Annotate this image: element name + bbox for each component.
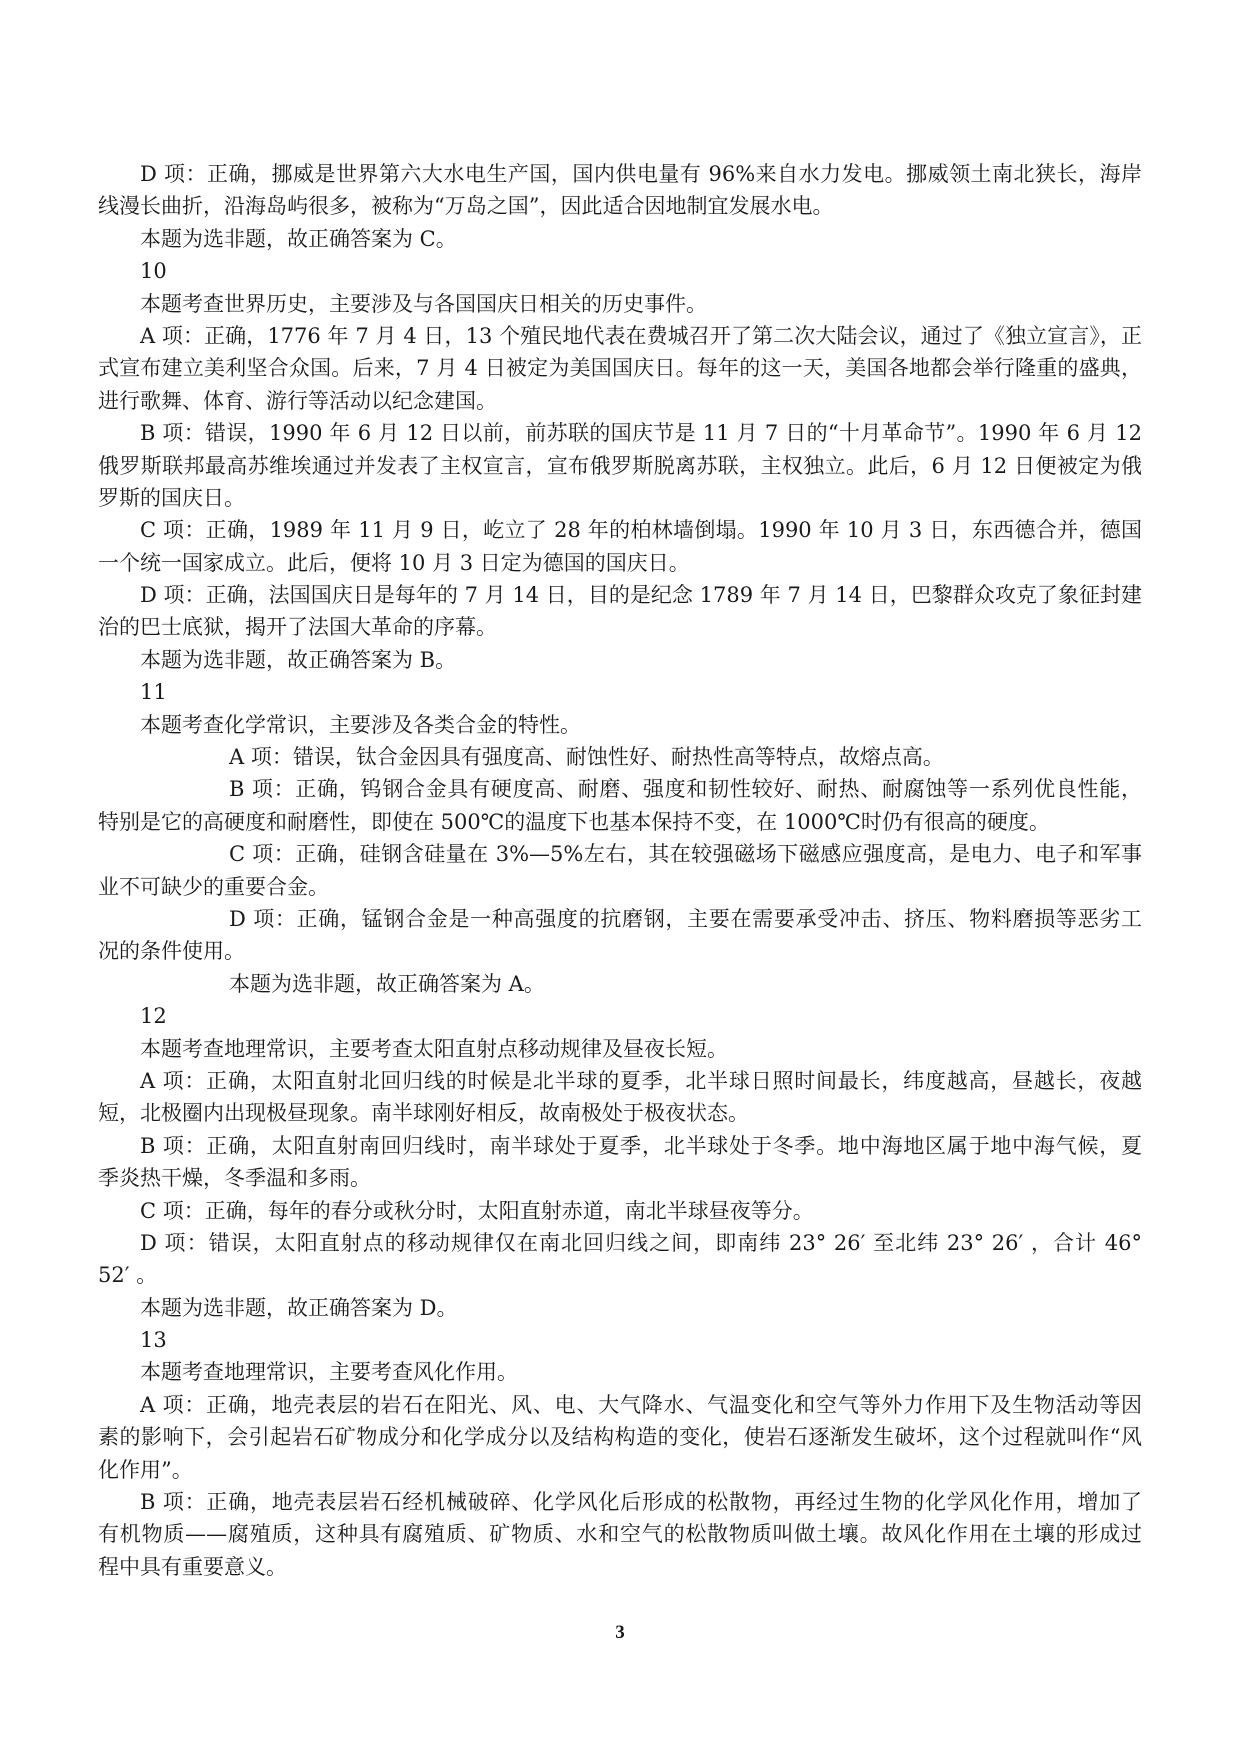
- text-line: A 项：错误，钛合金因具有强度高、耐蚀性好、耐热性高等特点，故熔点高。: [229, 745, 944, 770]
- text-line: B 项：正确，地壳表层岩石经机械破碎、化学风化后形成的松散物，再经过生物的化学风化作用，增加了: [140, 1490, 1142, 1515]
- text-line: 本题为选非题，故正确答案为 B。: [140, 647, 457, 672]
- text-line: 业不可缺少的重要合金。: [98, 874, 329, 899]
- text-line: 进行歌舞、体育、游行等活动以纪念建国。: [98, 388, 497, 413]
- paragraph: [98, 514, 1142, 579]
- text-line: C 项：正确，硅钢含硅量在 3%—5%左右，其在较强磁场下磁感应强度高，是电力、电子和军事: [229, 842, 1142, 867]
- text-line: D 项：正确，挪威是世界第六大水电生产国，国内供电量有 96%来自水力发电。挪威领土南北狭长，海岸: [140, 162, 1142, 186]
- paragraph: [98, 579, 1142, 644]
- text-line: 本题为选非题，故正确答案为 A。: [229, 971, 545, 996]
- text-line: 本题考查化学常识，主要涉及各类合金的特性。: [140, 712, 581, 737]
- text-line: 52′ 。: [98, 1263, 158, 1288]
- paragraph: [98, 158, 1142, 223]
- paragraph: [98, 1227, 1142, 1292]
- paragraph: [98, 288, 1142, 320]
- text-line: B 项：正确，太阳直射南回归线时，南半球处于夏季，北半球处于冬季。地中海地区属于地中海气候，夏: [140, 1133, 1142, 1158]
- paragraph: [98, 968, 1142, 1000]
- document-body: [98, 158, 1142, 1583]
- text-line: D 项：正确，法国国庆日是每年的 7 月 14 日，目的是纪念 1789 年 7 月 14 日，巴黎群众攻克了象征封建: [140, 583, 1142, 608]
- text-line: 特别是它的高硬度和耐磨性，即使在 500℃的温度下也基本保持不变，在 1000℃时仍有很高的硬度。: [98, 809, 1050, 834]
- text-line: 10: [140, 259, 167, 284]
- paragraph: [98, 773, 1142, 838]
- text-line: B 项：正确，钨钢合金具有硬度高、耐磨、强度和韧性较好、耐热、耐腐蚀等一系列优良性能，: [229, 777, 1142, 802]
- paragraph: [98, 709, 1142, 741]
- paragraph: [98, 1033, 1142, 1065]
- text-line: 本题考查地理常识，主要考查风化作用。: [140, 1360, 518, 1385]
- text-line: 本题为选非题，故正确答案为 C。: [140, 226, 457, 251]
- paragraph: [98, 1486, 1142, 1583]
- paragraph: [98, 1292, 1142, 1324]
- text-line: 13: [140, 1328, 167, 1353]
- text-line: C 项：正确，每年的春分或秋分时，太阳直射赤道，南北半球昼夜等分。: [140, 1198, 814, 1223]
- text-line: A 项：正确，地壳表层的岩石在阳光、风、电、大气降水、气温变化和空气等外力作用下及生物活动等因: [140, 1392, 1142, 1417]
- paragraph: [98, 255, 1142, 287]
- text-line: 治的巴士底狱，揭开了法国大革命的序幕。: [98, 615, 497, 640]
- text-line: 式宣布建立美利坚合众国。后来，7 月 4 日被定为美国国庆日。每年的这一天，美国各地都会举行隆重的盛典，: [98, 356, 1142, 381]
- text-line: C 项：正确，1989 年 11 月 9 日，屹立了 28 年的柏林墙倒塌。1990 年 10 月 3 日，东西德合并，德国: [140, 518, 1142, 543]
- text-line: 本题为选非题，故正确答案为 D。: [140, 1295, 458, 1320]
- text-line: D 项：正确，锰钢合金是一种高强度的抗磨钢，主要在需要承受冲击、挤压、物料磨损等恶劣工: [229, 906, 1142, 931]
- paragraph: [98, 1130, 1142, 1195]
- paragraph: [98, 676, 1142, 708]
- paragraph: [98, 1000, 1142, 1032]
- paragraph: [98, 644, 1142, 676]
- text-line: 本题考查世界历史，主要涉及与各国国庆日相关的历史事件。: [140, 291, 707, 316]
- text-line: A 项：正确，1776 年 7 月 4 日，13 个殖民地代表在费城召开了第二次大陆会议，通过了《独立宣言》，正: [140, 323, 1142, 348]
- paragraph: [98, 1195, 1142, 1227]
- text-line: 化作用”。: [98, 1457, 193, 1482]
- text-line: 12: [140, 1004, 167, 1029]
- paragraph: [98, 223, 1142, 255]
- text-line: A 项：正确，太阳直射北回归线的时候是北半球的夏季，北半球日照时间最长，纬度越高，昼越长，夜越: [140, 1068, 1142, 1093]
- text-line: 线漫长曲折，沿海岛屿很多，被称为“万岛之国”，因此适合因地制宜发展水电。: [98, 194, 834, 219]
- paragraph: [98, 1324, 1142, 1356]
- paragraph: [98, 417, 1142, 514]
- text-line: 11: [140, 680, 167, 705]
- text-line: 短，北极圈内出现极昼现象。南半球刚好相反，故南极处于极夜状态。: [98, 1101, 749, 1126]
- text-line: 罗斯的国庆日。: [98, 485, 245, 510]
- text-line: 一个统一国家成立。此后，便将 10 月 3 日定为德国的国庆日。: [98, 550, 690, 575]
- text-line: 况的条件使用。: [98, 939, 245, 964]
- text-line: 程中具有重要意义。: [98, 1554, 287, 1579]
- page-number: 3: [615, 1622, 625, 1643]
- text-line: 俄罗斯联邦最高苏维埃通过并发表了主权宣言，宣布俄罗斯脱离苏联，主权独立。此后，6 月 12 日便被定为俄: [98, 453, 1142, 478]
- text-line: 有机物质——腐殖质，这种具有腐殖质、矿物质、水和空气的松散物质叫做土壤。故风化作用在土壤的形成过: [98, 1522, 1142, 1547]
- text-line: D 项：错误，太阳直射点的移动规律仅在南北回归线之间，即南纬 23° 26′ 至北纬 23° 26′ ，合计 46°: [140, 1230, 1142, 1255]
- paragraph: [98, 1389, 1142, 1486]
- paragraph: [98, 1065, 1142, 1130]
- paragraph: [98, 741, 1142, 773]
- paragraph: [98, 903, 1142, 968]
- text-line: 本题考查地理常识，主要考查太阳直射点移动规律及昼夜长短。: [140, 1036, 728, 1061]
- text-line: B 项：错误，1990 年 6 月 12 日以前，前苏联的国庆节是 11 月 7 日的“十月革命节”。1990 年 6 月 12: [140, 421, 1142, 446]
- paragraph: [98, 838, 1142, 903]
- paragraph: [98, 320, 1142, 417]
- paragraph: [98, 1356, 1142, 1388]
- text-line: 素的影响下，会引起岩石矿物成分和化学成分以及结构构造的变化，使岩石逐渐发生破坏，这个过程就叫作“风: [98, 1425, 1142, 1450]
- text-line: 季炎热干燥，冬季温和多雨。: [98, 1166, 371, 1191]
